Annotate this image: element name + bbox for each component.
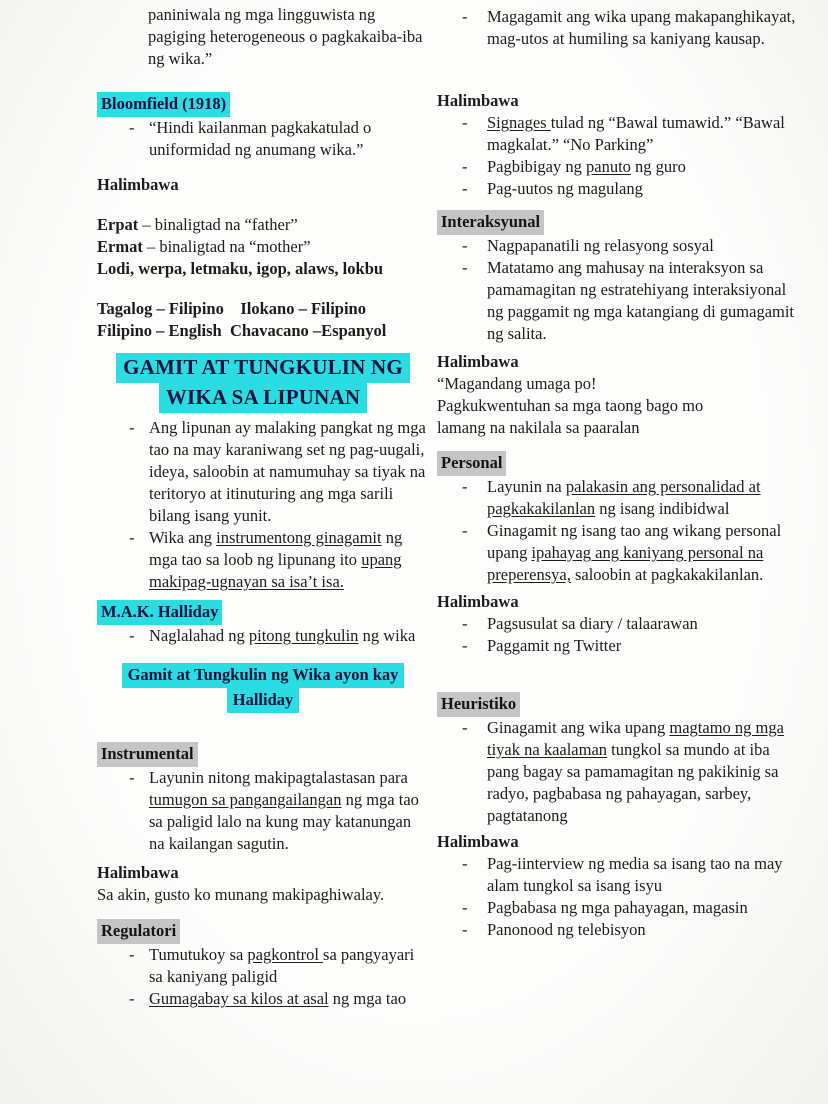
- list-item: [437, 635, 797, 657]
- bullet-text: Gumagabay sa kilos at asal ng mga tao: [149, 989, 407, 1008]
- bullet-dash: -: [129, 626, 135, 645]
- bullet-text: Ang lipunan ay malaking pangkat ng mga tao na may karaniwang set ng pag-uugali, ideya, saloobin at namumuhay sa tiyak na teritoryo at itinuturing ang mga sarili bilang isang yunit.: [149, 418, 426, 525]
- heading-bloomfield: Bloomfield (1918): [97, 92, 230, 117]
- list-item: [437, 156, 797, 178]
- pair-line: Tagalog – Filipino Ilokano – Filipino: [97, 299, 366, 318]
- pair-line: Filipino – English Chavacano –Espanyol: [97, 321, 387, 340]
- sub-title-line-2: Halliday: [227, 688, 300, 713]
- list-item: [97, 417, 429, 527]
- section-halimbawa-2: [97, 862, 429, 906]
- bullet-text: Wika ang instrumentong ginagamit ng mga tao sa loob ng lipunang ito upang makipag-ugnayan sa isa’t isa.: [149, 528, 403, 591]
- bullet-dash: -: [462, 614, 468, 633]
- left-column: [97, 0, 429, 1010]
- bullet-dash: -: [129, 989, 135, 1008]
- bullet-text: Pag-uutos ng magulang: [487, 179, 643, 198]
- heading-halimbawa: Halimbawa: [437, 592, 519, 611]
- bullet-dash: -: [129, 945, 135, 964]
- bullet-text: Pagbabasa ng mga pahayagan, magasin: [487, 898, 748, 917]
- example-line: Erpat – binaligtad na “father”: [97, 215, 298, 234]
- bullet-dash: -: [462, 236, 468, 255]
- right-column: [437, 0, 797, 941]
- list-item: [97, 625, 429, 647]
- sub-title-line-1: Gamit at Tungkulin ng Wika ayon kay: [122, 663, 405, 688]
- list-item: [437, 853, 797, 897]
- bullet-dash: -: [462, 7, 468, 26]
- list-item: [437, 476, 797, 520]
- bullet-text: Signages tulad ng “Bawal tumawid.” “Bawal magkalat.” “No Parking”: [487, 113, 785, 154]
- list-item: [97, 944, 429, 988]
- bullet-dash: -: [462, 477, 468, 496]
- heading-personal: Personal: [437, 451, 506, 476]
- section-lipunan: [97, 417, 429, 593]
- bullet-text: “Hindi kailanman pagkakatulad o uniformidad ng anumang wika.”: [149, 118, 372, 159]
- quote-line: Pagkukwentuhan sa mga taong bago mo: [437, 396, 704, 415]
- heading-halimbawa: Halimbawa: [97, 863, 179, 882]
- list-item: [437, 919, 797, 941]
- heading-regulatori: Regulatori: [97, 919, 180, 944]
- bullet-dash: -: [462, 179, 468, 198]
- section-halimbawa-1: [97, 174, 429, 196]
- list-item: [437, 520, 797, 586]
- bullet-dash: -: [462, 258, 468, 277]
- bullet-text: Pagbibigay ng panuto ng guro: [487, 157, 686, 176]
- bullet-text: Pag-iinterview ng media sa isang tao na may alam tungkol sa isang isyu: [487, 854, 783, 895]
- bullet-dash: -: [462, 113, 468, 132]
- quote-line: lamang na nakilala sa paaralan: [437, 418, 640, 437]
- bullet-text: Magagamit ang wika upang makapanghikayat, mag-utos at humiling sa kaniyang kausap.: [487, 7, 796, 48]
- section-regulatori-continued: [437, 6, 797, 50]
- main-title-line-1: GAMIT AT TUNGKULIN NG: [116, 353, 410, 383]
- bullet-dash: -: [129, 768, 135, 787]
- section-halliday: [97, 600, 429, 647]
- section-interaksyunal: [437, 210, 797, 345]
- heading-interaksyunal: Interaksyunal: [437, 210, 544, 235]
- section-halimbawa-4: [437, 351, 797, 439]
- list-item: [437, 112, 797, 156]
- main-title: [97, 353, 429, 413]
- heading-halliday: M.A.K. Halliday: [97, 600, 222, 625]
- list-item: [437, 178, 797, 200]
- bullet-text: Ginagamit ang wika upang magtamo ng mga tiyak na kaalaman tungkol sa mundo at iba pang bagay sa pamamagitan ng pakikinig sa radyo, pagbabasa ng pahayagan, sarbey, pagtatanong: [487, 718, 784, 825]
- bullet-dash: -: [462, 636, 468, 655]
- quote-line: “Magandang umaga po!: [437, 374, 597, 393]
- list-item: [97, 767, 429, 855]
- bullet-text: Ginagamit ng isang tao ang wikang personal upang ipahayag ang kaniyang personal na preperensya, saloobin at pagkakakilanlan.: [487, 521, 782, 584]
- bullet-text: Panonood ng telebisyon: [487, 920, 646, 939]
- list-item: [437, 6, 797, 50]
- bullet-dash: -: [462, 521, 468, 540]
- heading-halimbawa: Halimbawa: [437, 832, 519, 851]
- section-instrumental: [97, 742, 429, 855]
- example-line: Ermat – binaligtad na “mother”: [97, 237, 311, 256]
- bullet-dash: -: [462, 718, 468, 737]
- section-bloomfield: [97, 92, 429, 161]
- bullet-dash: -: [462, 854, 468, 873]
- bullet-text: Tumutukoy sa pagkontrol sa pangyayari sa kaniyang paligid: [149, 945, 415, 986]
- bullet-text: Paggamit ng Twitter: [487, 636, 622, 655]
- list-item: [437, 717, 797, 827]
- bullet-text: Nagpapanatili ng relasyong sosyal: [487, 236, 714, 255]
- bullet-dash: -: [462, 920, 468, 939]
- list-item: [437, 235, 797, 257]
- intro-paragraph: paniniwala ng mga lingguwista ng pagiging heterogeneous o pagkakaiba-iba ng wika.”: [148, 5, 423, 68]
- section-halimbawa-5: [437, 591, 797, 657]
- example-line: Sa akin, gusto ko munang makipaghiwalay.: [97, 885, 385, 904]
- list-item: [97, 988, 429, 1010]
- list-item: [97, 527, 429, 593]
- heading-halimbawa: Halimbawa: [97, 175, 179, 194]
- bullet-dash: -: [129, 528, 135, 547]
- bullet-dash: -: [129, 418, 135, 437]
- bullet-text: Pagsusulat sa diary / talaarawan: [487, 614, 698, 633]
- bullet-dash: -: [462, 157, 468, 176]
- heading-instrumental: Instrumental: [97, 742, 198, 767]
- list-item: [97, 117, 429, 161]
- section-regulatori: [97, 919, 429, 1010]
- bullet-text: Matatamo ang mahusay na interaksyon sa pamamagitan ng estratehiyang interaksiyonal ng paggamit ng mga katangiang di gumagamit ng salita.: [487, 258, 795, 343]
- example-line: Lodi, werpa, letmaku, igop, alaws, lokbu: [97, 259, 384, 278]
- language-pairs: [97, 298, 429, 342]
- bullet-dash: -: [129, 118, 135, 137]
- bullet-dash: -: [462, 898, 468, 917]
- list-item: [437, 897, 797, 919]
- heading-halimbawa: Halimbawa: [437, 352, 519, 371]
- heading-halimbawa: Halimbawa: [437, 91, 519, 110]
- heading-heuristiko: Heuristiko: [437, 692, 520, 717]
- section-personal: [437, 451, 797, 586]
- sub-title: [97, 663, 429, 713]
- section-halimbawa-3: [437, 90, 797, 200]
- bullet-text: Layunin nitong makipagtalastasan para tumugon sa pangangailangan ng mga tao sa paligid lalo na kung may katanungan na kailangan sagutin.: [149, 768, 419, 853]
- list-item: [437, 257, 797, 345]
- section-halimbawa-6: [437, 831, 797, 941]
- bullet-text: Layunin na palakasin ang personalidad at pagkakakilanlan ng isang indibidwal: [487, 477, 761, 518]
- bullet-text: Naglalahad ng pitong tungkulin ng wika: [149, 626, 416, 645]
- main-title-line-2: WIKA SA LIPUNAN: [159, 383, 367, 413]
- section-heuristiko: [437, 692, 797, 827]
- list-item: [437, 613, 797, 635]
- slang-examples: [97, 214, 429, 280]
